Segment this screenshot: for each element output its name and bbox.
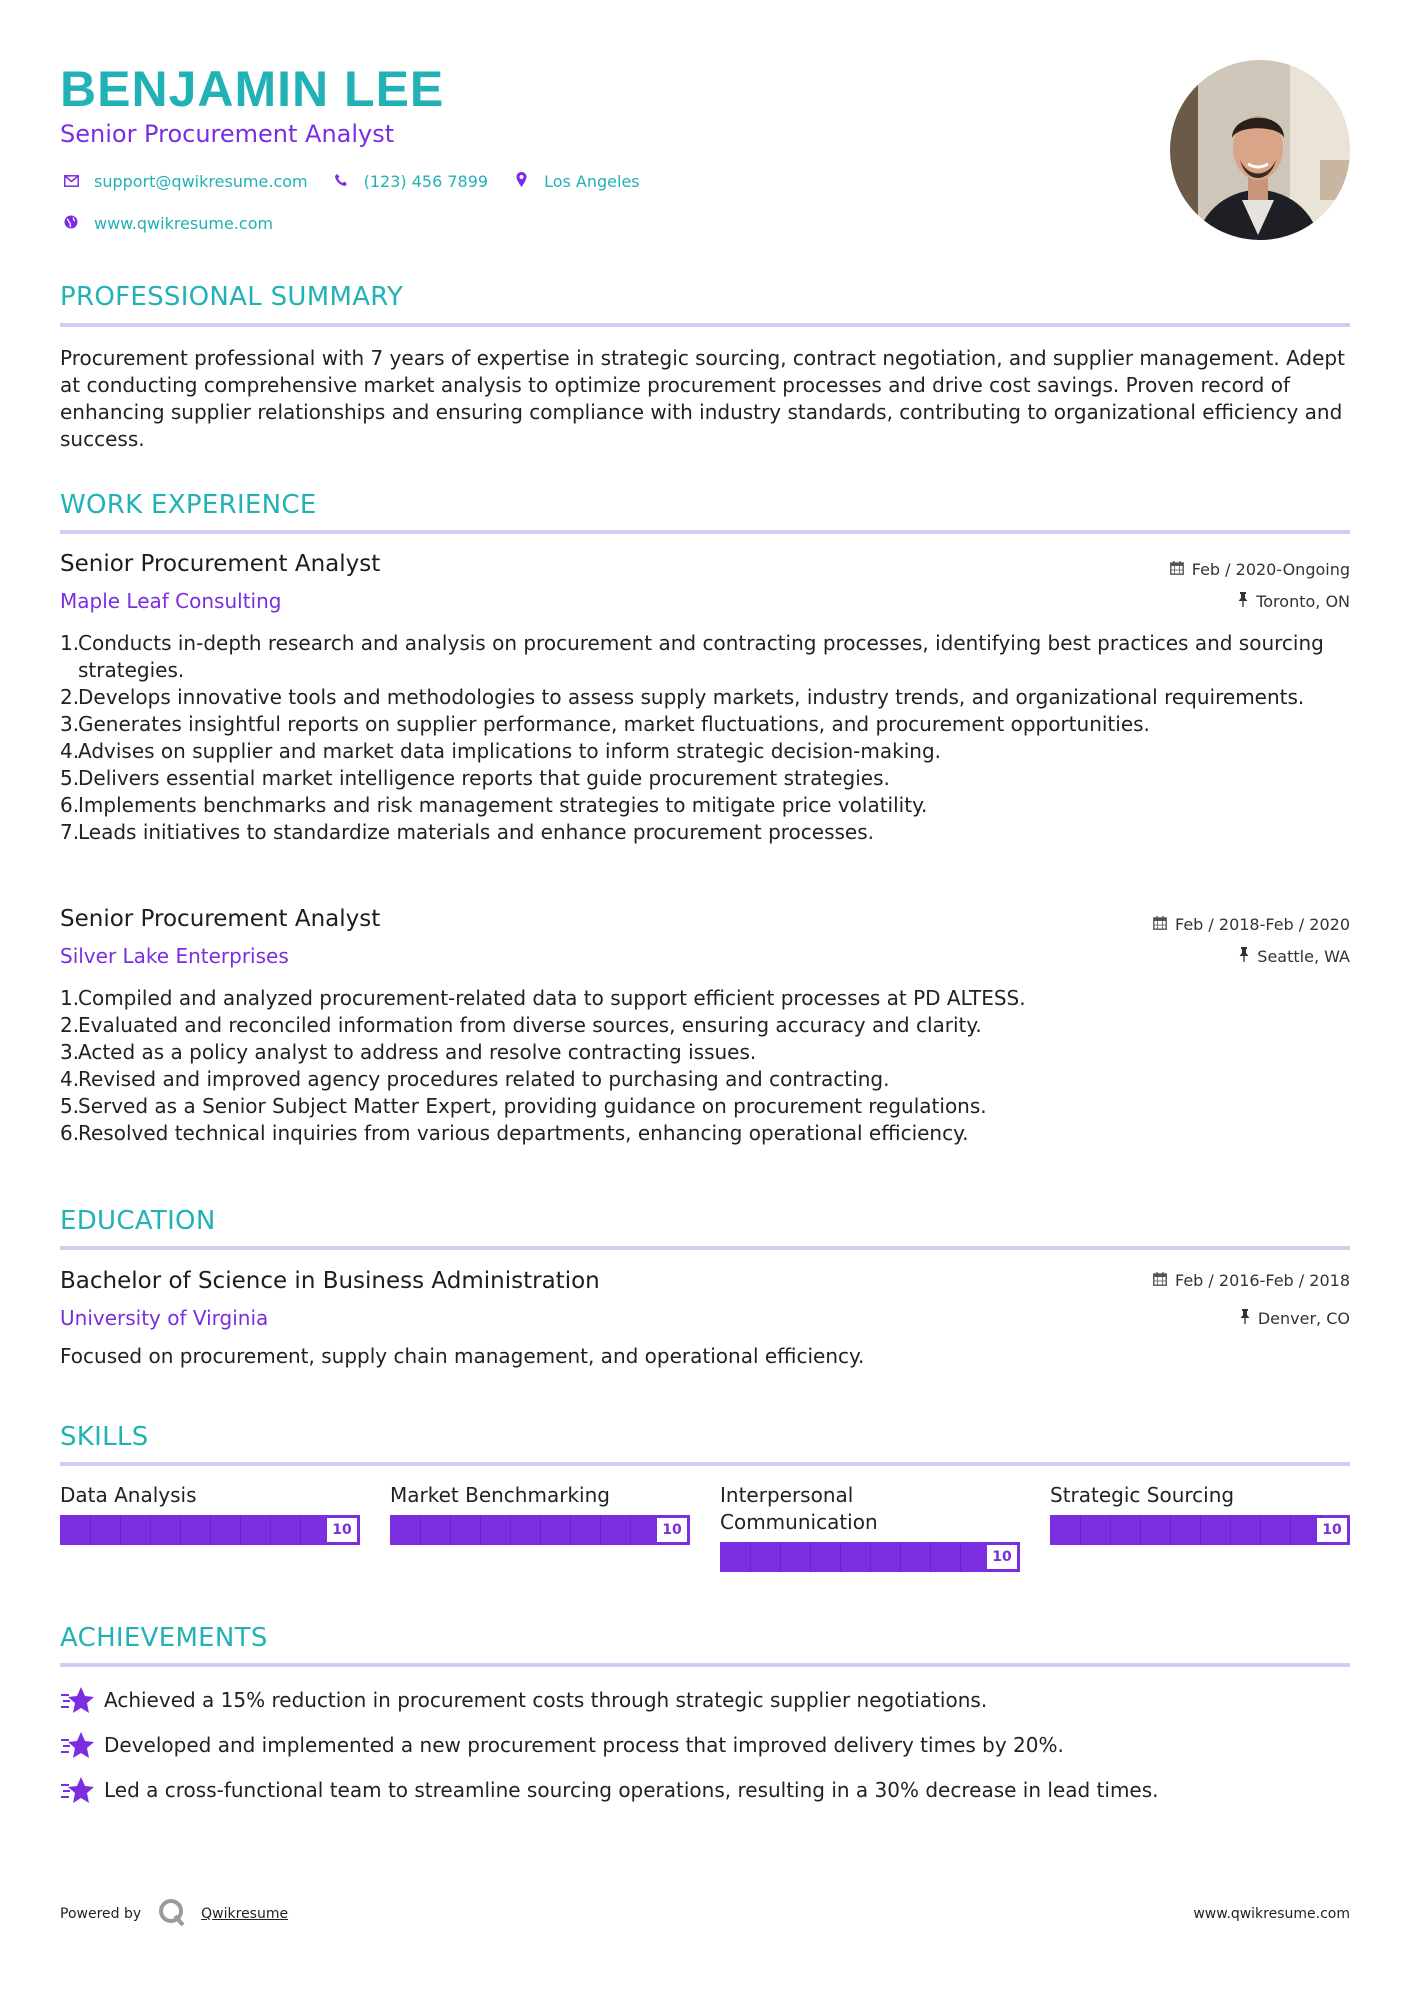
list-item: 7. Leads initiatives to standardize materials and enhance procurement processes.: [60, 820, 875, 844]
job-bullets: [60, 985, 1350, 1147]
skill-value: 10: [327, 1518, 357, 1542]
skill-bar-segment: [480, 1515, 481, 1545]
contact-website[interactable]: [60, 214, 273, 233]
location-text: Los Angeles: [544, 172, 640, 191]
list-item: 4. Advises on supplier and market data implications to inform strategic decision-making.: [60, 739, 941, 763]
list-item: 6. Resolved technical inquiries from various departments, enhancing operational efficiency.: [60, 1121, 969, 1145]
skill-bar-segment: [420, 1515, 421, 1545]
qwikresume-logo: [157, 1897, 187, 1931]
education-location-text: Denver, CO: [1257, 1309, 1350, 1328]
education-dates: [1153, 1271, 1350, 1290]
skill-item: [720, 1482, 1020, 1572]
education-heading: EDUCATION: [60, 1206, 216, 1236]
star-icon: [60, 1685, 96, 1715]
contact-row: [60, 172, 662, 191]
job-dates-text: Feb / 2018-Feb / 2020: [1175, 915, 1350, 934]
job-location-text: Toronto, ON: [1256, 592, 1350, 611]
section-divider: [60, 1462, 1350, 1466]
email-text: support@qwikresume.com: [94, 172, 308, 191]
skill-bar-segment: [90, 1515, 91, 1545]
list-item: 6. Implements benchmarks and risk management strategies to mitigate price volatility.: [60, 793, 928, 817]
skill-bar-segment: [1260, 1515, 1261, 1545]
job-location-text: Seattle, WA: [1257, 947, 1350, 966]
job-company: Silver Lake Enterprises: [60, 944, 289, 968]
skill-bar-segment: [960, 1542, 961, 1572]
skill-name: Interpersonal Communication: [720, 1483, 878, 1534]
education-degree: Bachelor of Science in Business Administration: [60, 1268, 600, 1294]
contact-phone[interactable]: [330, 172, 488, 191]
skill-bar-segment: [150, 1515, 151, 1545]
skill-bar-segment: [1230, 1515, 1231, 1545]
footer-powered: [60, 1897, 288, 1931]
skill-bar-segment: [1290, 1515, 1291, 1545]
skill-bar-segment: [750, 1542, 751, 1572]
job-title: Senior Procurement Analyst: [60, 551, 381, 577]
job-dates: [1170, 560, 1350, 579]
calendar-icon: [1153, 1272, 1167, 1290]
pushpin-icon: [1239, 947, 1249, 966]
section-divider: [60, 530, 1350, 534]
skill-item: [390, 1482, 690, 1545]
achievement-text: Achieved a 15% reduction in procurement costs through strategic supplier negotiations.: [104, 1688, 988, 1712]
star-icon: [60, 1775, 96, 1805]
candidate-name: BENJAMIN LEE: [60, 61, 445, 117]
skill-bar-segment: [840, 1542, 841, 1572]
list-item: 2. Develops innovative tools and methodologies to assess supply markets, industry trends, and organizational requirements.: [60, 685, 1305, 709]
job-dates-text: Feb / 2020-Ongoing: [1191, 560, 1350, 579]
calendar-icon: [1153, 916, 1167, 934]
job-location: [1238, 592, 1350, 611]
skill-bar-segment: [120, 1515, 121, 1545]
list-item: 5. Delivers essential market intelligence reports that guide procurement strategies.: [60, 766, 890, 790]
job-dates: [1153, 915, 1350, 934]
list-item: 1. Compiled and analyzed procurement-related data to support efficient processes at PD ALTESS.: [60, 986, 1026, 1010]
skill-name: Market Benchmarking: [390, 1483, 610, 1507]
skill-item: [1050, 1482, 1350, 1545]
skill-bar-segment: [630, 1515, 631, 1545]
list-item: 1. Conducts in-depth research and analysis on procurement and contracting processes, identifying best practices and sourcing strategies.: [60, 631, 1324, 682]
phone-icon: [330, 173, 352, 191]
summary-heading: PROFESSIONAL SUMMARY: [60, 282, 404, 312]
skill-bar-segment: [1140, 1515, 1141, 1545]
contact-row-2: [60, 214, 295, 233]
skill-bar-segment: [780, 1542, 781, 1572]
experience-heading: WORK EXPERIENCE: [60, 490, 317, 520]
skill-bar-segment: [1200, 1515, 1201, 1545]
skill-bar-segment: [510, 1515, 511, 1545]
skill-bar-segment: [600, 1515, 601, 1545]
skill-value: 10: [1317, 1518, 1347, 1542]
job-title: Senior Procurement Analyst: [60, 906, 381, 932]
skill-bar: [390, 1515, 690, 1545]
star-icon: [60, 1730, 96, 1760]
phone-text: (123) 456 7899: [363, 172, 489, 191]
education-location: [1240, 1309, 1350, 1328]
achievements-heading: ACHIEVEMENTS: [60, 1623, 268, 1653]
skill-name: Strategic Sourcing: [1050, 1483, 1235, 1507]
skill-bar-segment: [180, 1515, 181, 1545]
job-location: [1239, 947, 1350, 966]
pushpin-icon: [1238, 592, 1248, 611]
skill-bar-segment: [540, 1515, 541, 1545]
education-description: Focused on procurement, supply chain management, and operational efficiency.: [60, 1344, 865, 1368]
skill-bar-segment: [870, 1542, 871, 1572]
summary-text: Procurement professional with 7 years of expertise in strategic sourcing, contract negotiation, and supplier management. Adept at conducting comprehensive market analysis to optimize procurement processes and drive cost savings. Proven record of enhancing supplier relationships and ensuring compliance with industry standards, contributing to organizational efficiency and success.: [60, 346, 1345, 451]
skill-bar-segment: [300, 1515, 301, 1545]
skill-bar: [60, 1515, 360, 1545]
skill-bar-segment: [1110, 1515, 1111, 1545]
pushpin-icon: [1240, 1309, 1250, 1328]
website-text: www.qwikresume.com: [94, 214, 274, 233]
skill-value: 10: [987, 1545, 1017, 1569]
list-item: 5. Served as a Senior Subject Matter Expert, providing guidance on procurement regulations.: [60, 1094, 987, 1118]
list-item: 4. Revised and improved agency procedures related to purchasing and contracting.: [60, 1067, 890, 1091]
calendar-icon: [1170, 561, 1184, 579]
footer-site[interactable]: www.qwikresume.com: [1193, 1906, 1350, 1922]
candidate-role: Senior Procurement Analyst: [60, 120, 395, 148]
skill-bar-segment: [450, 1515, 451, 1545]
achievement-text: Developed and implemented a new procurement process that improved delivery times by 20%.: [104, 1733, 1064, 1757]
achievement-item: [60, 1685, 987, 1715]
section-divider: [60, 1663, 1350, 1667]
education-dates-text: Feb / 2016-Feb / 2018: [1175, 1271, 1350, 1290]
resume-page: [60, 0, 1350, 1990]
skill-bar-segment: [1080, 1515, 1081, 1545]
section-divider: [60, 323, 1350, 327]
skill-name: Data Analysis: [60, 1483, 197, 1507]
job-company: Maple Leaf Consulting: [60, 589, 282, 613]
list-item: 3. Generates insightful reports on supplier performance, market fluctuations, and procurement opportunities.: [60, 712, 1150, 736]
achievement-item: [60, 1730, 1064, 1760]
powered-by-label: Powered by: [60, 1906, 142, 1922]
skill-bar-segment: [930, 1542, 931, 1572]
achievement-text: Led a cross-functional team to streamline sourcing operations, resulting in a 30% decrease in lead times.: [104, 1778, 1159, 1802]
skill-bar: [1050, 1515, 1350, 1545]
skill-bar: [720, 1542, 1020, 1572]
section-divider: [60, 1246, 1350, 1250]
skills-heading: SKILLS: [60, 1422, 149, 1452]
map-pin-icon: [510, 172, 532, 191]
skill-bar-segment: [810, 1542, 811, 1572]
job-bullets: [60, 630, 1350, 846]
education-school: University of Virginia: [60, 1306, 269, 1330]
profile-photo: [1170, 60, 1350, 240]
envelope-icon: [60, 173, 82, 191]
contact-location: [510, 172, 640, 191]
skill-bar-segment: [570, 1515, 571, 1545]
brand-link[interactable]: Qwikresume: [201, 1906, 289, 1922]
skill-bar-segment: [210, 1515, 211, 1545]
achievement-item: [60, 1775, 1159, 1805]
list-item: 3. Acted as a policy analyst to address and resolve contracting issues.: [60, 1040, 757, 1064]
list-item: 2. Evaluated and reconciled information from diverse sources, ensuring accuracy and clarity.: [60, 1013, 982, 1037]
skill-bar-segment: [900, 1542, 901, 1572]
skill-bar-segment: [270, 1515, 271, 1545]
globe-icon: [60, 215, 82, 233]
skill-value: 10: [657, 1518, 687, 1542]
skill-bar-segment: [1170, 1515, 1171, 1545]
contact-email[interactable]: [60, 172, 308, 191]
skill-item: [60, 1482, 360, 1545]
skill-bar-segment: [240, 1515, 241, 1545]
